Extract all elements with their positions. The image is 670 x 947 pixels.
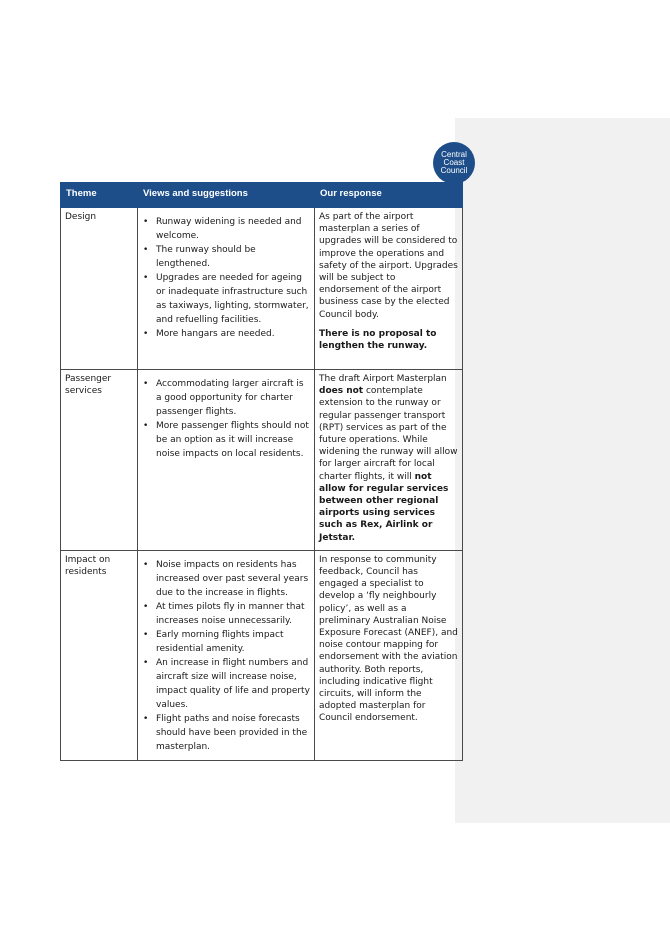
views-list [142,377,310,461]
list-item: • Accommodating larger aircraft is a good opportunity for charter passenger flights. [156,377,310,419]
header-response: Our response [315,183,463,208]
list-item: • The runway should be lengthened. [156,243,310,271]
response-cell [315,207,463,370]
table-header-row [61,183,463,208]
header-views: Views and suggestions [138,183,315,208]
response-text: As part of the airport masterplan a series of upgrades will be considered to improve the operations and safety of the airport. Upgrades will be subject to endorsement of the airport business case by the elected Council body. [319,212,458,320]
council-logo [433,142,475,184]
logo-line-1: Central [441,149,467,159]
views-list [142,558,310,754]
table-row [61,207,463,370]
header-theme: Theme [61,183,138,208]
response-segment: contemplate extension to the runway or regular passenger transport (RPT) services as part of the future operations. While widening the runway will allow for larger aircraft for local charter flights, it will [319,386,458,482]
logo-line-2: Coast [443,157,465,167]
table-row [61,370,463,551]
theme-cell: Passenger services [61,370,138,551]
list-item: • Early morning flights impact residential amenity. [156,628,310,656]
response-emphasis: There is no proposal to lengthen the runway. [319,328,437,352]
list-item: • Runway widening is needed and welcome. [156,215,310,243]
response-cell [315,370,463,551]
list-item: • Flight paths and noise forecasts should have been provided in the masterplan. [156,712,310,754]
views-cell [138,550,315,760]
table-row [61,550,463,760]
list-item: • An increase in flight numbers and aircraft size will increase noise, impact quality of life and property values. [156,656,310,712]
response-text: In response to community feedback, Council has engaged a specialist to develop a ‘fly neighbourly policy’, as well as a preliminary Australian Noise Exposure Forecast (ANEF), and noise contour mapping for endorsement with the aviation authority. Both reports, including indicative flight circuits, will inform the adopted masterplan for Council endorsement. [319,554,458,724]
response-segment: The draft Airport Masterplan [319,374,447,384]
views-list [142,215,310,341]
response-emphasis: does not [319,386,364,397]
list-item: • More hangars are needed. [156,327,310,341]
list-item: • Upgrades are needed for ageing or inadequate infrastructure such as taxiways, lighting, stormwater, and refuelling facilities. [156,271,310,327]
views-cell [138,207,315,370]
feedback-table [60,182,463,761]
list-item: • More passenger flights should not be an option as it will increase noise impacts on local residents. [156,419,310,461]
response-text [319,373,458,544]
comment-pane [455,118,670,823]
views-cell [138,370,315,551]
response-cell [315,550,463,760]
theme-cell: Impact on residents [61,550,138,760]
logo-line-3: Council [440,166,468,176]
theme-cell: Design [61,207,138,370]
list-item: • At times pilots fly in manner that increases noise unnecessarily. [156,600,310,628]
list-item: • Noise impacts on residents has increased over past several years due to the increase in flights. [156,558,310,600]
response-emphasis: not allow for regular services between other regional airports using services such as Rex, Airlink or Jetstar. [319,471,449,543]
